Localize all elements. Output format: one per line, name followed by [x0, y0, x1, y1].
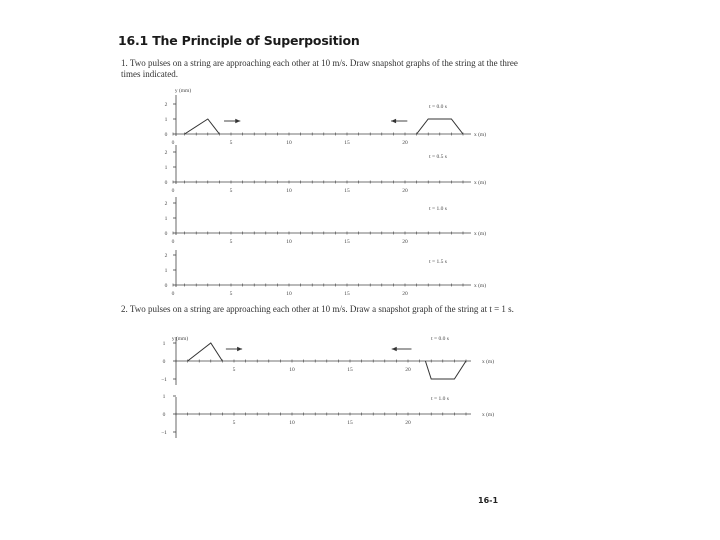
p2-panel1-x-tick-label: 20	[405, 367, 411, 373]
p1-panel3-x-tick-label: 0	[171, 239, 175, 245]
p1-panel3-x-axis-label: x (m)	[473, 231, 487, 237]
p1-panel2-y-tick-label: 2	[164, 150, 168, 156]
p1-panel3-x-tick-label: 5	[229, 239, 233, 245]
p2-y-axis-label: y (mm)	[171, 336, 189, 342]
p1-panel2-x-tick-label: 10	[286, 188, 292, 194]
p1-panel1-y-tick-label: 0	[164, 132, 168, 138]
p2-panel1-x-tick-label: 5	[232, 367, 236, 373]
p1-triangle-pulse	[185, 119, 220, 134]
p1-panel2-x-axis-label: x (m)	[473, 180, 487, 186]
p1-panel3-y-tick-label: 0	[164, 231, 168, 237]
p2-inverted-pulse	[425, 361, 466, 379]
p1-panel4-x-tick-label: 15	[344, 291, 350, 297]
p1-y-axis-label: y (mm)	[174, 88, 192, 94]
p2-panel1-y-tick-label: −1	[161, 377, 167, 383]
problem-2-text: 2. Two pulses on a string are approaching each other at 10 m/s. Draw a snapshot graph of the string at t = 1 s.	[121, 304, 514, 314]
p1-panel2-x-tick-label: 5	[229, 188, 233, 194]
section-title: 16.1 The Principle of Superposition	[118, 33, 360, 48]
p1-panel3-x-tick-label: 20	[402, 239, 408, 245]
p1-panel2-y-tick-label: 1	[164, 165, 168, 171]
p2-panel2-x-tick-label: 5	[232, 420, 236, 426]
p2-panel2-y-tick-label: −1	[161, 430, 167, 436]
p1-panel3-x-tick-label: 15	[344, 239, 350, 245]
p2-panel2-x-tick-label: 15	[347, 420, 353, 426]
p2-panel1-x-tick-label: 10	[289, 367, 295, 373]
page-number: 16-1	[478, 496, 499, 505]
p1-panel4-y-tick-label: 0	[164, 283, 168, 289]
p2-panel2-y-tick-label: 0	[162, 412, 166, 418]
p1-panel1-x-tick-label: 20	[402, 140, 408, 146]
p1-panel3-time-label: t = 1.0 s	[429, 206, 447, 212]
p2-panel1-time-label: t = 0.0 s	[431, 336, 449, 342]
p2-panel2-y-tick-label: 1	[162, 394, 166, 400]
p1-panel4-y-tick-label: 1	[164, 268, 168, 274]
p1-panel2-y-tick-label: 0	[164, 180, 168, 186]
p1-panel2-x-tick-label: 15	[344, 188, 350, 194]
p2-panel1-x-axis-label: x (m)	[481, 359, 495, 365]
p2-panel1-y-tick-label: 0	[162, 359, 166, 365]
p1-panel1-x-tick-label: 10	[286, 140, 292, 146]
p1-panel1-x-tick-label: 0	[171, 140, 175, 146]
p2-triangle-pulse	[188, 343, 223, 361]
p2-panel1-y-tick-label: 1	[162, 341, 166, 347]
p2-arrow-right-head	[237, 347, 242, 351]
p1-panel1-x-tick-label: 15	[344, 140, 350, 146]
p2-panel2-x-axis-label: x (m)	[481, 412, 495, 418]
p1-square-pulse	[417, 119, 463, 134]
p1-panel4-x-tick-label: 0	[171, 291, 175, 297]
p1-panel3-x-tick-label: 10	[286, 239, 292, 245]
p1-panel3-y-tick-label: 1	[164, 216, 168, 222]
p1-panel3-y-tick-label: 2	[164, 201, 168, 207]
p1-panel4-x-tick-label: 10	[286, 291, 292, 297]
p1-panel1-time-label: t = 0.0 s	[429, 104, 447, 110]
p1-panel2-time-label: t = 0.5 s	[429, 154, 447, 160]
p2-arrow-left-head	[392, 347, 397, 351]
p1-arrow-right-head	[235, 119, 240, 123]
p2-panel1-x-tick-label: 15	[347, 367, 353, 373]
p1-panel2-x-tick-label: 20	[402, 188, 408, 194]
p1-arrow-left-head	[391, 119, 396, 123]
p1-panel2-x-tick-label: 0	[171, 188, 175, 194]
p1-panel4-time-label: t = 1.5 s	[429, 259, 447, 265]
p2-panel2-x-tick-label: 10	[289, 420, 295, 426]
p1-panel4-x-tick-label: 20	[402, 291, 408, 297]
problem-1-text: 1. Two pulses on a string are approaching each other at 10 m/s. Draw snapshot graphs of the string at the three times indicated.	[121, 58, 518, 79]
p1-panel1-x-axis-label: x (m)	[473, 132, 487, 138]
p1-panel1-y-tick-label: 1	[164, 117, 168, 123]
p2-panel2-time-label: t = 1.0 s	[431, 396, 449, 402]
p2-panel2-x-tick-label: 20	[405, 420, 411, 426]
p1-panel4-y-tick-label: 2	[164, 253, 168, 259]
p1-panel1-x-tick-label: 5	[229, 140, 233, 146]
p1-panel4-x-axis-label: x (m)	[473, 283, 487, 289]
p1-panel4-x-tick-label: 5	[229, 291, 233, 297]
p1-panel1-y-tick-label: 2	[164, 102, 168, 108]
